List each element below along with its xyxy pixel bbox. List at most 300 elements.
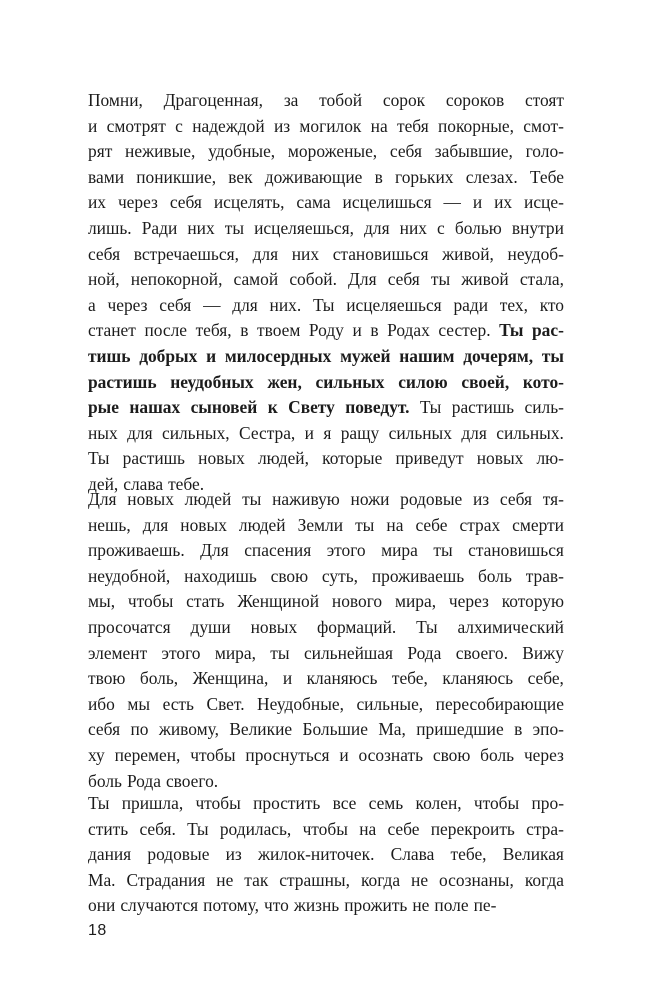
word: ты bbox=[224, 217, 245, 238]
word: новых bbox=[476, 448, 524, 469]
word: живому, bbox=[158, 719, 219, 740]
word: болью bbox=[454, 217, 502, 238]
word: себя bbox=[387, 269, 420, 290]
word: для bbox=[127, 422, 153, 443]
word: исце- bbox=[524, 192, 564, 213]
word: своей, bbox=[461, 371, 510, 392]
word: Ради bbox=[141, 217, 178, 238]
word: они bbox=[88, 895, 116, 916]
word: колен, bbox=[415, 793, 462, 813]
word: ты bbox=[541, 345, 564, 366]
word: Ты bbox=[88, 793, 110, 813]
word: в bbox=[514, 719, 523, 740]
word: своего. bbox=[455, 642, 508, 663]
text-line bbox=[88, 615, 564, 641]
word: голо- bbox=[525, 141, 564, 162]
word: Свету bbox=[288, 397, 335, 418]
word: Тебе bbox=[529, 166, 564, 187]
word: мороженые, bbox=[287, 141, 378, 162]
word: страх bbox=[459, 514, 501, 535]
word: с bbox=[175, 115, 183, 136]
word: свою bbox=[432, 744, 471, 765]
word: для bbox=[364, 217, 390, 238]
word: лю- bbox=[536, 448, 564, 469]
word: стать bbox=[186, 591, 225, 612]
word: мира, bbox=[214, 642, 256, 663]
word: Неудобные, bbox=[257, 693, 344, 714]
word: поникшие, bbox=[136, 166, 217, 187]
text-line bbox=[88, 190, 564, 216]
paragraph-3 bbox=[88, 791, 564, 919]
word: простить bbox=[253, 793, 321, 813]
word: Для bbox=[88, 489, 117, 509]
word: рас- bbox=[531, 320, 564, 341]
word: забывшие, bbox=[434, 141, 513, 162]
word: Женщина, bbox=[192, 668, 269, 689]
text-line bbox=[88, 318, 564, 344]
paragraph-2 bbox=[88, 487, 564, 794]
text-line bbox=[88, 893, 564, 919]
word: тебе, bbox=[391, 668, 428, 689]
word: чтобы bbox=[195, 793, 241, 813]
word: людей, bbox=[257, 448, 309, 469]
word: себя. bbox=[139, 818, 176, 839]
text-line bbox=[88, 564, 564, 590]
word: сильных. bbox=[496, 422, 564, 443]
word: спасения bbox=[244, 540, 312, 561]
word: перемен, bbox=[114, 744, 181, 765]
word: семь bbox=[368, 793, 404, 813]
word: проснуться bbox=[245, 744, 330, 765]
word: Ты bbox=[187, 818, 209, 839]
word: про- bbox=[531, 793, 564, 813]
word: жилок-ниточек. bbox=[258, 844, 375, 865]
word: потому, bbox=[203, 895, 259, 916]
word: есть bbox=[162, 693, 194, 714]
word: после bbox=[144, 320, 188, 341]
text-line bbox=[88, 216, 564, 242]
word: случаются bbox=[120, 895, 199, 916]
word: ных bbox=[88, 422, 118, 443]
word: и bbox=[339, 744, 349, 765]
text-line bbox=[88, 344, 564, 370]
word: самой bbox=[233, 269, 279, 290]
word: жен, bbox=[267, 371, 302, 392]
word: них bbox=[399, 217, 427, 238]
word: для bbox=[142, 514, 169, 535]
text-line bbox=[88, 395, 564, 421]
word: находишь bbox=[184, 565, 257, 586]
word: Вижу bbox=[522, 642, 564, 663]
word: мира, bbox=[394, 591, 437, 612]
word: не bbox=[412, 895, 430, 916]
word: людей bbox=[238, 514, 286, 535]
word: век bbox=[228, 166, 253, 187]
word: рят bbox=[88, 141, 113, 162]
word: тебе. bbox=[168, 473, 205, 494]
word: просочатся bbox=[88, 616, 171, 637]
word: за bbox=[283, 90, 299, 110]
word: тебя, bbox=[195, 320, 232, 341]
word: души bbox=[190, 616, 231, 637]
word: наживую bbox=[272, 489, 340, 509]
word: них bbox=[291, 243, 320, 264]
word: ты bbox=[433, 540, 453, 561]
word: их bbox=[494, 192, 513, 213]
word: в bbox=[240, 320, 249, 341]
word: Для bbox=[348, 269, 377, 290]
text-line bbox=[88, 538, 564, 564]
word: ты bbox=[430, 269, 451, 290]
word: сильнейшая bbox=[303, 642, 394, 663]
word: мира bbox=[381, 540, 418, 561]
word: стить bbox=[88, 818, 129, 839]
word: осознать bbox=[358, 744, 424, 765]
word: на bbox=[359, 818, 377, 839]
word: непокорной, bbox=[130, 269, 223, 290]
word: становишься bbox=[468, 540, 564, 561]
text-line bbox=[88, 868, 564, 894]
word: тя- bbox=[542, 489, 564, 509]
word: и bbox=[472, 192, 483, 213]
text-line bbox=[88, 842, 564, 868]
word: родилась, bbox=[219, 818, 292, 839]
word: элемент bbox=[88, 642, 148, 663]
word: Помни, bbox=[88, 90, 143, 110]
word: нешь, bbox=[88, 514, 131, 535]
word: и bbox=[88, 115, 98, 136]
word: родовые bbox=[147, 844, 210, 865]
word: из bbox=[225, 844, 242, 865]
word: твою bbox=[88, 668, 126, 689]
text-line bbox=[88, 513, 564, 539]
word: через bbox=[117, 192, 158, 213]
word: исцеляешься bbox=[346, 294, 442, 315]
word: Родах bbox=[387, 320, 430, 341]
word: — bbox=[203, 294, 221, 315]
page-number: 18 bbox=[88, 922, 107, 939]
word: себя bbox=[159, 294, 192, 315]
word: неудобной, bbox=[88, 565, 171, 586]
word: сыновей bbox=[190, 397, 258, 418]
word: боль bbox=[88, 770, 122, 791]
word: неживые, bbox=[125, 141, 196, 162]
word: эпо- bbox=[532, 719, 564, 740]
word: с bbox=[437, 217, 445, 238]
word: Драгоценная, bbox=[163, 90, 264, 110]
word: чтобы bbox=[190, 744, 236, 765]
word: поведут. bbox=[345, 397, 410, 418]
word: Страдания bbox=[126, 869, 206, 890]
text-line bbox=[88, 114, 564, 140]
word: слезах. bbox=[465, 166, 518, 187]
word: новых bbox=[180, 514, 227, 535]
text-line bbox=[88, 692, 564, 718]
text-line bbox=[88, 817, 564, 843]
word: сестер. bbox=[438, 320, 491, 341]
word: для bbox=[232, 294, 258, 315]
word: новых bbox=[127, 489, 174, 509]
word: Ты bbox=[419, 397, 442, 418]
word: неудоб- bbox=[507, 243, 564, 264]
text-line bbox=[88, 293, 564, 319]
word: их bbox=[88, 192, 107, 213]
text-line bbox=[88, 589, 564, 615]
word: нашах bbox=[129, 397, 181, 418]
word: дочерям, bbox=[463, 345, 534, 366]
word: ращу bbox=[340, 422, 380, 443]
word: твоем bbox=[257, 320, 301, 341]
word: исцеляешься, bbox=[254, 217, 354, 238]
word: исцелишься bbox=[342, 192, 432, 213]
word: живой, bbox=[442, 243, 494, 264]
word: боль bbox=[480, 744, 515, 765]
word: кто bbox=[539, 294, 564, 315]
word: дания bbox=[88, 844, 132, 865]
word: суть, bbox=[321, 565, 358, 586]
word: ножи bbox=[350, 489, 390, 509]
word: нашим bbox=[399, 345, 455, 366]
text-line bbox=[88, 421, 564, 447]
word: что bbox=[264, 895, 289, 916]
word: сорок bbox=[382, 90, 426, 110]
text-line bbox=[88, 791, 564, 817]
word: стоят bbox=[524, 90, 564, 110]
text-line bbox=[88, 88, 564, 114]
text-line bbox=[88, 641, 564, 667]
word: могилок bbox=[299, 115, 362, 136]
text-line bbox=[88, 666, 564, 692]
word: пришедшие bbox=[416, 719, 504, 740]
word: сильных, bbox=[161, 422, 230, 443]
word: тишь bbox=[88, 345, 131, 366]
word: пришла, bbox=[121, 793, 184, 813]
word: из bbox=[472, 489, 490, 509]
word: них. bbox=[269, 294, 302, 315]
word: удобные, bbox=[208, 141, 276, 162]
word: Великие bbox=[229, 719, 293, 740]
word: ной, bbox=[88, 269, 120, 290]
word: жизнь bbox=[293, 895, 340, 916]
word: становишься bbox=[332, 243, 429, 264]
word: этого bbox=[326, 540, 366, 561]
text-line bbox=[88, 370, 564, 396]
word: Большие bbox=[302, 719, 368, 740]
word: мужей bbox=[340, 345, 391, 366]
word: для bbox=[461, 422, 487, 443]
word: лишь. bbox=[88, 217, 132, 238]
word: растишь bbox=[451, 397, 515, 418]
word: неудобных bbox=[170, 371, 254, 392]
word: из bbox=[273, 115, 291, 136]
word: Великая bbox=[502, 844, 564, 865]
word: ради bbox=[453, 294, 489, 315]
word: милосердных bbox=[224, 345, 332, 366]
word: надеждой bbox=[192, 115, 265, 136]
word: по bbox=[130, 719, 149, 740]
word: через bbox=[107, 294, 148, 315]
word: тебе, bbox=[450, 844, 487, 865]
word: нового bbox=[331, 591, 383, 612]
word: смерти bbox=[512, 514, 564, 535]
word: растишь bbox=[122, 448, 185, 469]
word: Ма. bbox=[88, 869, 116, 890]
word: живой bbox=[461, 269, 509, 290]
word: Сестра, bbox=[239, 422, 296, 443]
word: кланяюсь bbox=[306, 668, 378, 689]
word: прожить bbox=[344, 895, 408, 916]
word: через bbox=[523, 744, 564, 765]
word: себя bbox=[88, 719, 121, 740]
word: которые bbox=[322, 448, 383, 469]
text-line bbox=[88, 267, 564, 293]
word: себя bbox=[88, 243, 121, 264]
word: не bbox=[216, 869, 234, 890]
word: себя bbox=[389, 141, 422, 162]
word: и bbox=[304, 422, 314, 443]
word: осознаны, bbox=[439, 869, 514, 890]
word: тобой bbox=[319, 90, 363, 110]
word: Рода bbox=[407, 642, 442, 663]
word: ибо bbox=[88, 693, 115, 714]
word: сама bbox=[296, 192, 331, 213]
word: доживающие bbox=[264, 166, 363, 187]
word: мы bbox=[127, 693, 151, 714]
word: сильных bbox=[388, 422, 452, 443]
word: проживаешь bbox=[371, 565, 465, 586]
word: ты bbox=[242, 489, 262, 509]
word: сильные, bbox=[356, 693, 424, 714]
word: и bbox=[282, 668, 293, 689]
word: на bbox=[386, 514, 404, 535]
word: Свет. bbox=[206, 693, 245, 714]
word: Рода bbox=[126, 770, 161, 791]
word: алхимический bbox=[457, 616, 564, 637]
word: Ты bbox=[499, 320, 524, 341]
word: поле bbox=[434, 895, 469, 916]
word: пересобирающие bbox=[435, 693, 564, 714]
word: стала, bbox=[519, 269, 564, 290]
word: встречаешься, bbox=[133, 243, 239, 264]
word: смот- bbox=[523, 115, 564, 136]
word: ты bbox=[355, 514, 375, 535]
word: тех, bbox=[499, 294, 528, 315]
word: исцелять, bbox=[213, 192, 285, 213]
word: людей bbox=[184, 489, 232, 509]
word: дей, bbox=[88, 473, 119, 494]
word: себе bbox=[415, 514, 448, 535]
word: чтобы bbox=[302, 818, 348, 839]
text-line bbox=[88, 717, 564, 743]
word: Ты bbox=[88, 448, 110, 469]
word: и bbox=[206, 345, 217, 366]
word: добрых bbox=[139, 345, 198, 366]
word: а bbox=[88, 294, 96, 315]
word: кото- bbox=[522, 371, 564, 392]
word: слава bbox=[123, 473, 164, 494]
word: Женщиной bbox=[237, 591, 320, 612]
paragraph-1 bbox=[88, 88, 564, 498]
word: родовые bbox=[400, 489, 463, 509]
word: на bbox=[370, 115, 388, 136]
word: сильных bbox=[315, 371, 385, 392]
text-line bbox=[88, 487, 564, 513]
word: стра- bbox=[526, 818, 564, 839]
word: новых bbox=[250, 616, 298, 637]
text-line bbox=[88, 139, 564, 165]
word: внутри bbox=[511, 217, 564, 238]
word: силою bbox=[398, 371, 448, 392]
word: смотрят bbox=[106, 115, 166, 136]
word: растишь bbox=[88, 371, 157, 392]
word: Для bbox=[200, 540, 229, 561]
text-line bbox=[88, 165, 564, 191]
word: Земли bbox=[297, 514, 344, 535]
word: — bbox=[443, 192, 461, 213]
word: Слава bbox=[390, 844, 435, 865]
word: формаций. bbox=[317, 616, 397, 637]
word: них bbox=[187, 217, 215, 238]
word: свою bbox=[270, 565, 309, 586]
word: и bbox=[352, 320, 362, 341]
word: своего. bbox=[165, 770, 219, 791]
word: чтобы bbox=[127, 591, 174, 612]
word: проживаешь. bbox=[88, 540, 185, 561]
word: собой. bbox=[289, 269, 337, 290]
word: в bbox=[370, 320, 379, 341]
word: перекроить bbox=[430, 818, 515, 839]
word: не bbox=[411, 869, 429, 890]
word: Ма, bbox=[378, 719, 406, 740]
word: ты bbox=[270, 642, 290, 663]
word: когда bbox=[360, 869, 401, 890]
word: в bbox=[374, 166, 383, 187]
word: к bbox=[267, 397, 278, 418]
text-line bbox=[88, 242, 564, 268]
word: через bbox=[448, 591, 489, 612]
word: которую bbox=[501, 591, 564, 612]
word: трав- bbox=[525, 565, 564, 586]
word: Ты bbox=[416, 616, 438, 637]
word: Роду bbox=[308, 320, 344, 341]
word: для bbox=[252, 243, 279, 264]
word: так bbox=[244, 869, 269, 890]
word: рые bbox=[88, 397, 119, 418]
word: покорные, bbox=[437, 115, 514, 136]
word: горьких bbox=[395, 166, 454, 187]
word: себя bbox=[169, 192, 202, 213]
word: этого bbox=[161, 642, 201, 663]
word: пе- bbox=[473, 895, 497, 916]
word: все bbox=[332, 793, 357, 813]
word: кланяюсь bbox=[442, 668, 514, 689]
text-line bbox=[88, 446, 564, 472]
word: боль bbox=[477, 565, 512, 586]
word: вами bbox=[88, 166, 125, 187]
word: страшны, bbox=[279, 869, 350, 890]
word: себе, bbox=[527, 668, 564, 689]
word: мы, bbox=[88, 591, 116, 612]
word: сороков bbox=[445, 90, 505, 110]
word: себе bbox=[387, 818, 420, 839]
word: тебя bbox=[396, 115, 429, 136]
word: я bbox=[323, 422, 332, 443]
word: новых bbox=[198, 448, 245, 469]
word: ху bbox=[88, 744, 105, 765]
word: боль, bbox=[139, 668, 179, 689]
word: когда bbox=[524, 869, 564, 890]
word: себя bbox=[499, 489, 532, 509]
